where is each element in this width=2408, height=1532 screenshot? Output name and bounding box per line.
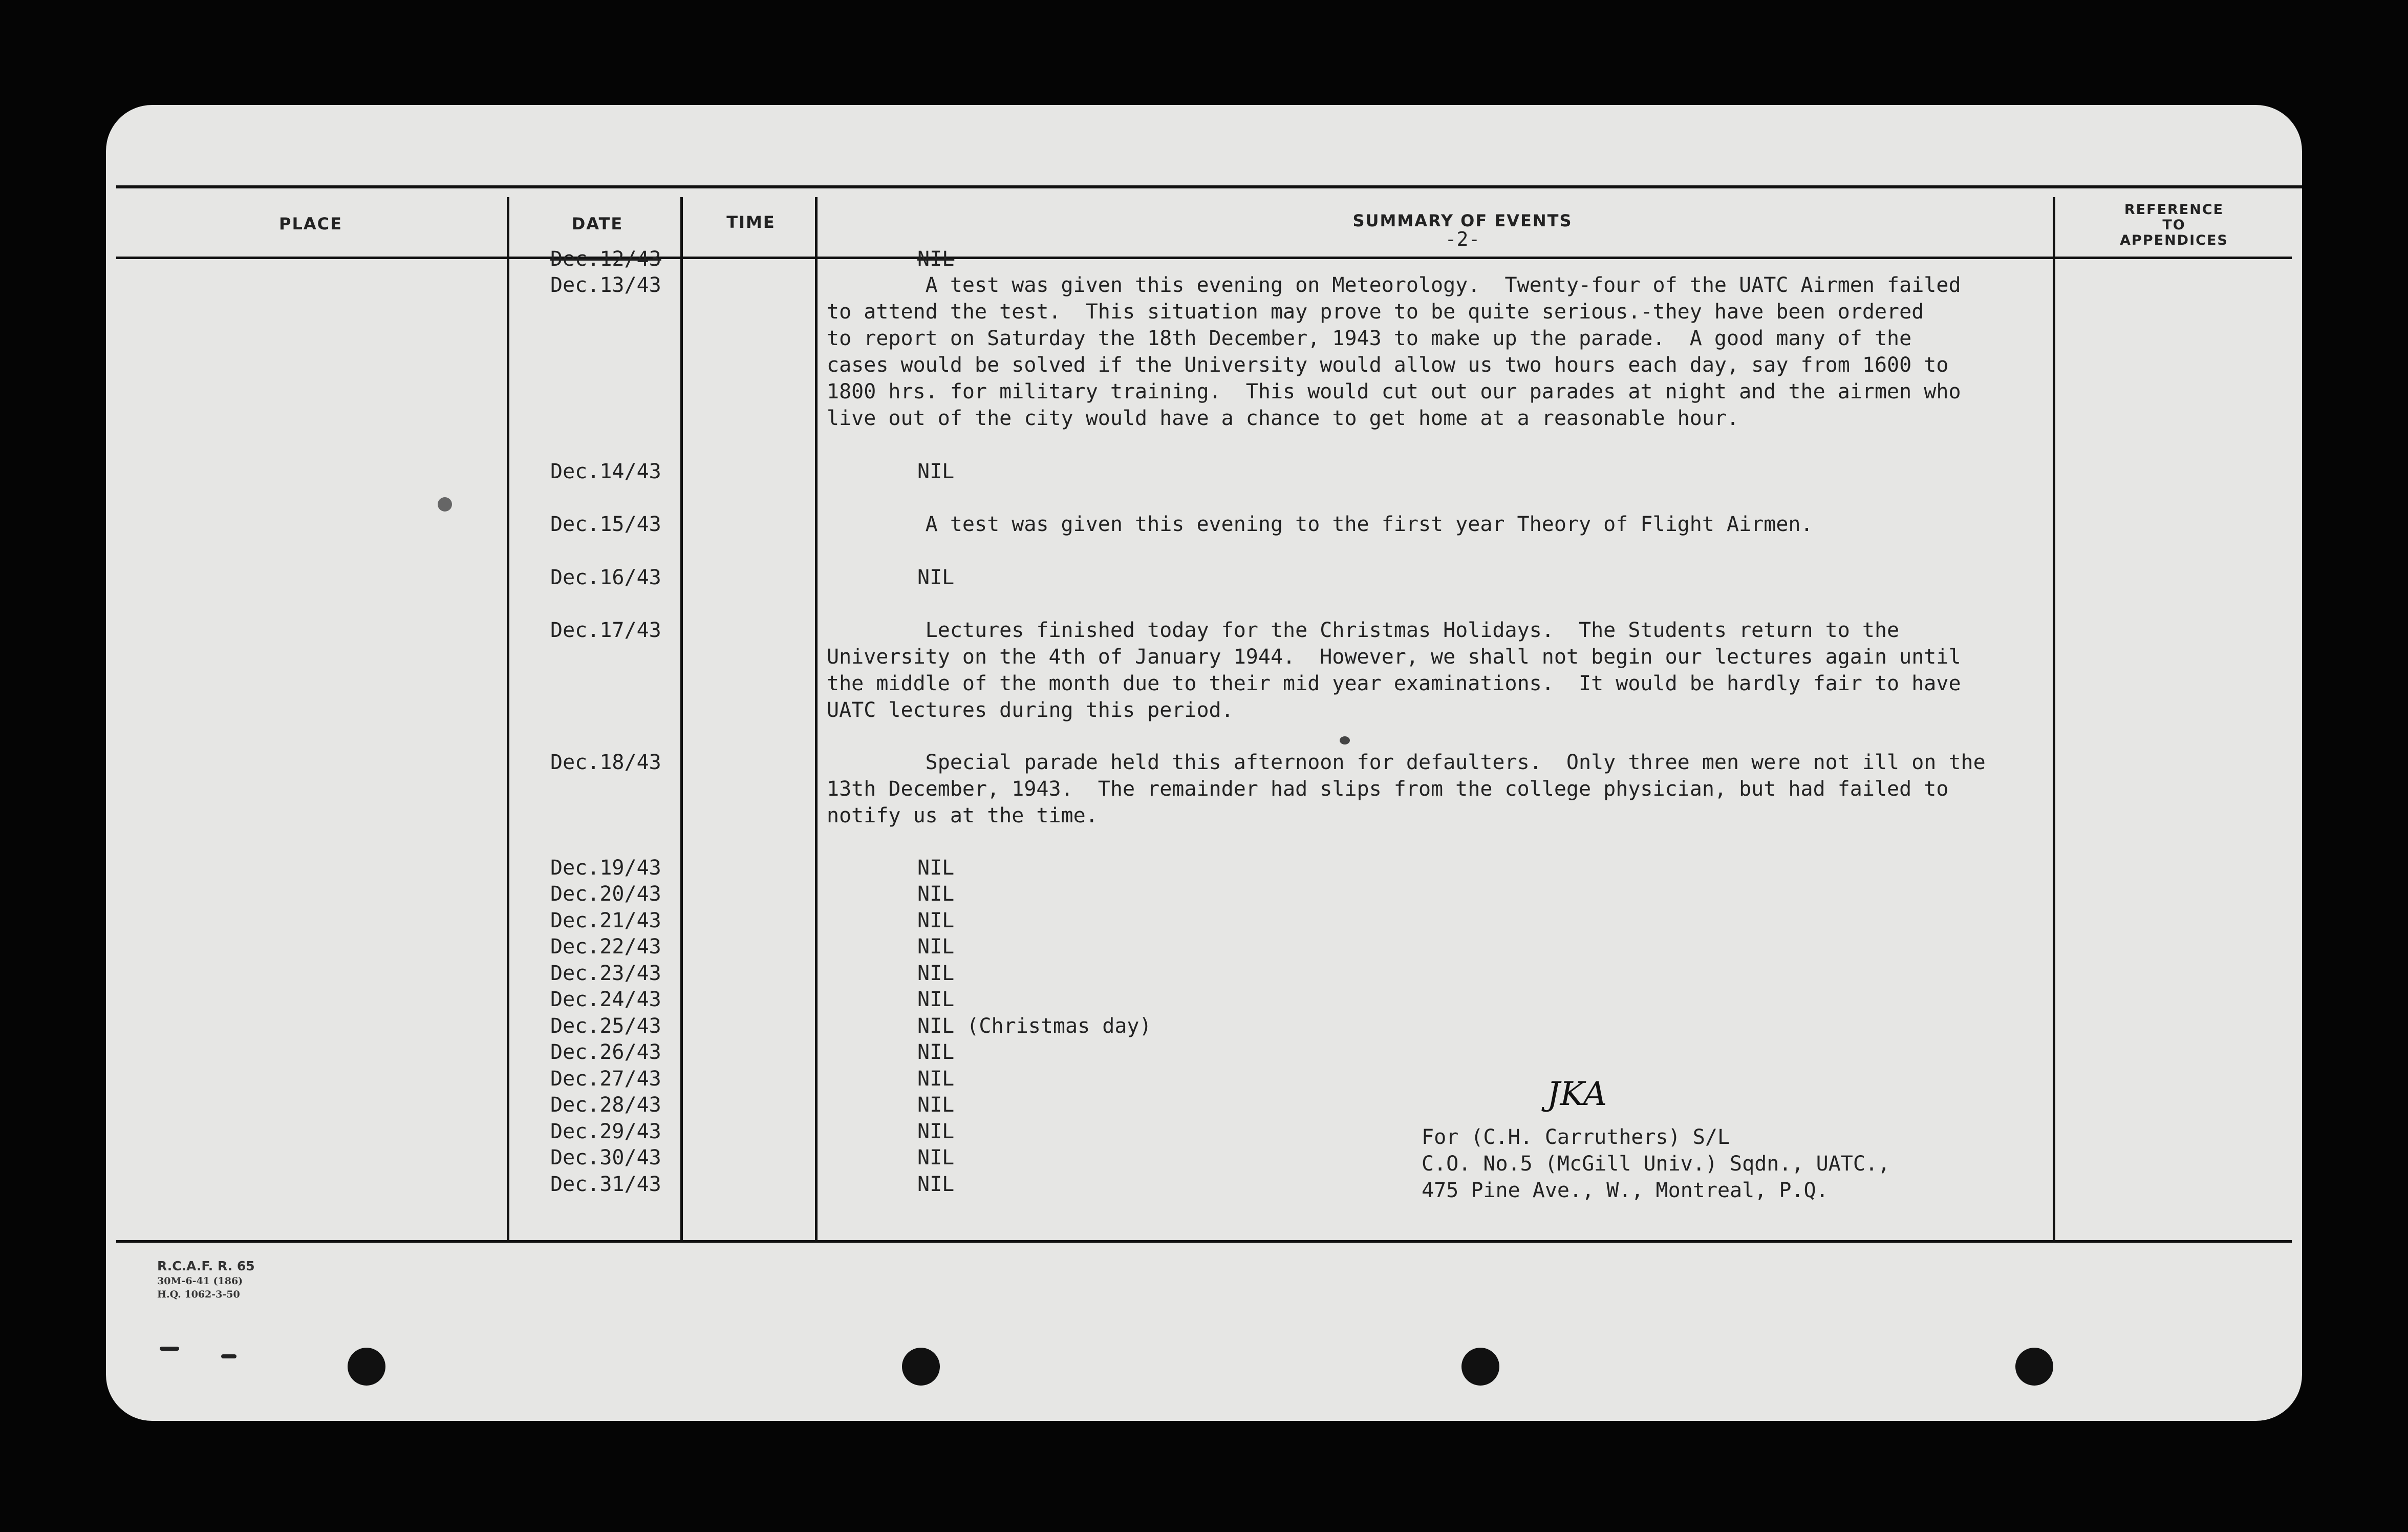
date-dec24: Dec.24/43 bbox=[550, 988, 661, 1011]
date-dec23: Dec.23/43 bbox=[550, 962, 661, 985]
header-date: DATE bbox=[571, 214, 624, 233]
entry-dec24: NIL bbox=[917, 988, 955, 1011]
signature-line2: C.O. No.5 (McGill Univ.) Sqdn., UATC., bbox=[1422, 1152, 1890, 1176]
entry-dec17: Lectures finished today for the Christmas Holidays. The Students return to the University on the 4th of January 1944. However, we shall not begin our lectures again until the middle of the month due to their mid year examinations. It would be hardly fair to have UATC lectures during this period. bbox=[827, 619, 1961, 722]
diary-sheet bbox=[106, 105, 2302, 1421]
binder-hole bbox=[902, 1348, 940, 1386]
date-dec12: Dec.12/43 bbox=[550, 247, 661, 271]
divider-time-summary bbox=[815, 197, 818, 1242]
entry-dec13: A test was given this evening on Meteorology. Twenty-four of the UATC Airmen failed to attend the test. This situation may prove to be quite serious.-they have been ordered to report on Saturday the 18th December, 1943 to make up the parade. A good many of the cases would be solved if the University would allow us two hours each day, say from 1600 to 1800 hrs. for military training. This would cut out our parades at night and the airmen who live out of the city would have a chance to get home at a reasonable hour. bbox=[827, 273, 1961, 430]
entry-dec23: NIL bbox=[917, 962, 955, 985]
entry-dec19: NIL bbox=[917, 856, 955, 880]
date-dec29: Dec.29/43 bbox=[550, 1120, 661, 1143]
top-rule bbox=[116, 185, 2302, 188]
entry-dec29: NIL bbox=[917, 1120, 955, 1143]
date-dec22: Dec.22/43 bbox=[550, 935, 661, 959]
date-dec27: Dec.27/43 bbox=[550, 1067, 661, 1091]
date-dec13: Dec.13/43 bbox=[550, 273, 661, 297]
entry-dec15: A test was given this evening to the first year Theory of Flight Airmen. bbox=[827, 513, 1813, 536]
header-time: TIME bbox=[726, 212, 776, 232]
header-reference bbox=[2077, 202, 2271, 248]
header-reference-line2: TO bbox=[2162, 217, 2186, 233]
date-dec25: Dec.25/43 bbox=[550, 1014, 661, 1038]
entry-dec20: NIL bbox=[917, 882, 955, 906]
date-dec21: Dec.21/43 bbox=[550, 909, 661, 932]
form-id-line3: H.Q. 1062-3-50 bbox=[157, 1289, 240, 1300]
header-reference-line1: REFERENCE bbox=[2124, 202, 2224, 218]
entry-dec22: NIL bbox=[917, 935, 955, 959]
binder-hole bbox=[2015, 1348, 2053, 1386]
ink-speck bbox=[221, 1354, 236, 1358]
bottom-rule bbox=[116, 1240, 2292, 1243]
entry-dec12: NIL bbox=[917, 247, 955, 271]
entry-dec26: NIL bbox=[917, 1040, 955, 1064]
entry-dec28: NIL bbox=[917, 1093, 955, 1117]
handwritten-initials: JKA bbox=[1547, 1075, 1607, 1113]
header-reference-line3: APPENDICES bbox=[2120, 232, 2228, 248]
header-rule bbox=[116, 257, 2292, 259]
entry-dec18: Special parade held this afternoon for defaulters. Only three men were not ill on the 13th December, 1943. The remainder had slips from the college physician, but had failed to notify us at the time. bbox=[827, 751, 1986, 827]
entry-dec30: NIL bbox=[917, 1146, 955, 1169]
ink-speck bbox=[160, 1347, 179, 1351]
date-dec18: Dec.18/43 bbox=[550, 751, 661, 774]
date-dec30: Dec.30/43 bbox=[550, 1146, 661, 1169]
header-place: PLACE bbox=[279, 214, 342, 233]
binder-hole bbox=[1461, 1348, 1499, 1386]
form-id-line1: R.C.A.F. R. 65 bbox=[157, 1259, 255, 1273]
date-dec28: Dec.28/43 bbox=[550, 1093, 661, 1117]
signature-line1: For (C.H. Carruthers) S/L bbox=[1422, 1125, 1730, 1149]
divider-place-date bbox=[507, 197, 509, 1242]
entry-dec25: NIL (Christmas day) bbox=[917, 1014, 1152, 1038]
date-dec31: Dec.31/43 bbox=[550, 1173, 661, 1196]
date-dec26: Dec.26/43 bbox=[550, 1040, 661, 1064]
ink-speck bbox=[438, 497, 452, 512]
entry-dec27: NIL bbox=[917, 1067, 955, 1091]
entry-dec14: NIL bbox=[917, 460, 955, 483]
ink-speck bbox=[1340, 736, 1350, 744]
date-dec14: Dec.14/43 bbox=[550, 460, 661, 483]
date-dec16: Dec.16/43 bbox=[550, 566, 661, 589]
form-id-line2: 30M-6-41 (186) bbox=[157, 1275, 243, 1287]
date-dec15: Dec.15/43 bbox=[550, 513, 661, 536]
signature-line3: 475 Pine Ave., W., Montreal, P.Q. bbox=[1422, 1179, 1829, 1202]
header-summary: SUMMARY OF EVENTS bbox=[1352, 211, 1573, 230]
date-dec17: Dec.17/43 bbox=[550, 619, 661, 642]
date-dec20: Dec.20/43 bbox=[550, 882, 661, 906]
entry-dec21: NIL bbox=[917, 909, 955, 932]
page-number: -2- bbox=[1445, 228, 1480, 250]
date-dec19: Dec.19/43 bbox=[550, 856, 661, 880]
entry-dec16: NIL bbox=[917, 566, 955, 589]
divider-summary-reference bbox=[2053, 197, 2055, 1242]
binder-hole bbox=[348, 1348, 385, 1386]
entry-dec31: NIL bbox=[917, 1173, 955, 1196]
